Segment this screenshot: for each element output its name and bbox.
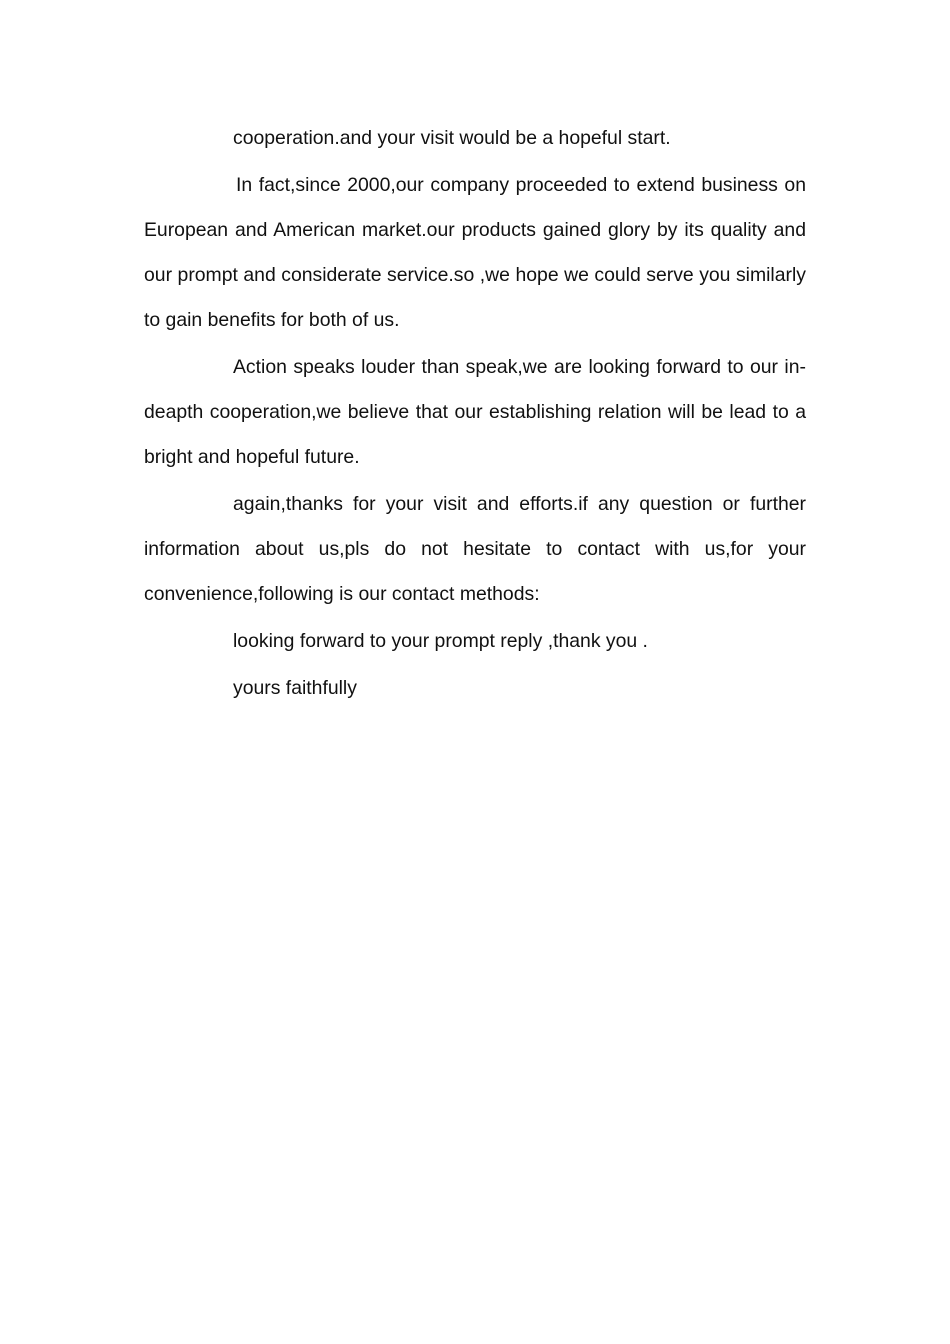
paragraph-thanks: again,thanks for your visit and efforts.if any question or further information about us,pls do not hesitate to contact with us,for your convenience,following is our contact methods: [144,493,806,605]
paragraph-cooperation: cooperation.and your visit would be a hopeful start. [233,127,671,149]
paragraph-closing: looking forward to your prompt reply ,thank you . [233,630,648,652]
letter-body [144,116,806,713]
paragraph-company-history: In fact,since 2000,our company proceeded to extend business on European and American market.our products gained glory by its quality and our prompt and considerate service.so ,we hope we could serve you similarly to gain benefits for both of us. [144,174,806,331]
paragraph-action: Action speaks louder than speak,we are looking forward to our in-deapth cooperation,we believe that our establishing relation will be lead to a bright and hopeful future. [144,356,806,468]
signature-line: yours faithfully [233,677,357,699]
